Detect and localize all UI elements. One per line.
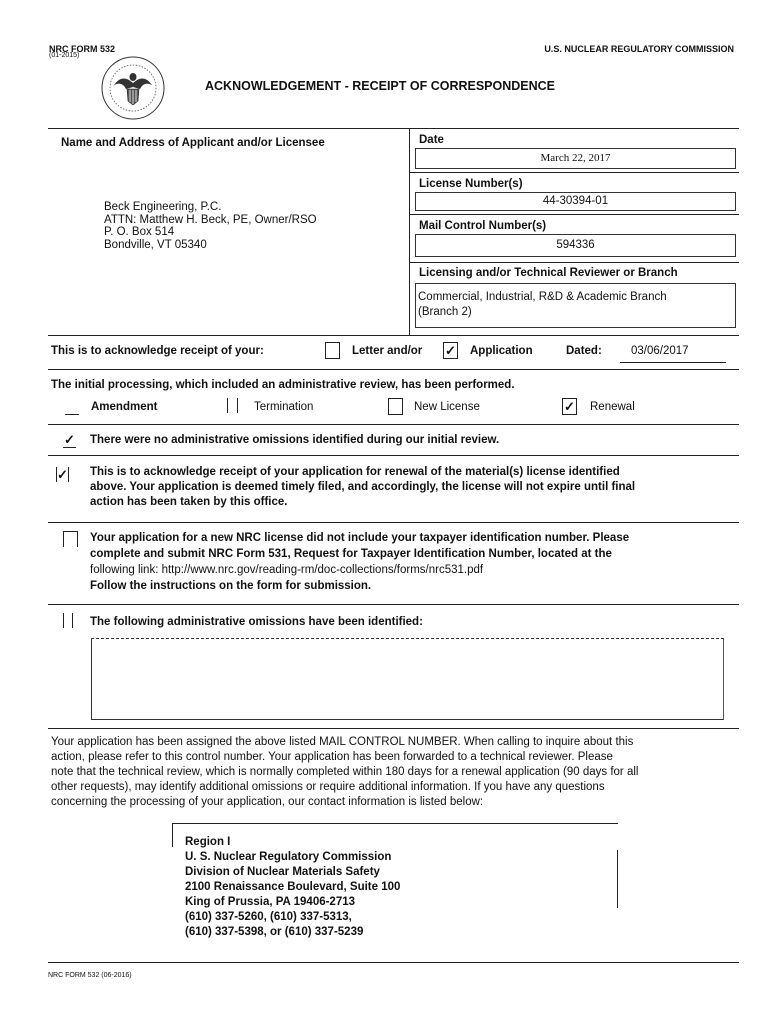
applicant-label: Name and Address of Applicant and/or Licensee bbox=[61, 137, 325, 149]
taxpayer-text bbox=[90, 530, 629, 594]
amendment-label: Amendment bbox=[91, 401, 158, 413]
applicant-line: ATTN: Matthew H. Beck, PE, Owner/RSO bbox=[104, 213, 317, 226]
reviewer-field[interactable] bbox=[415, 283, 736, 328]
applicant-line: Beck Engineering, P.C. bbox=[104, 201, 222, 213]
termination-checkbox[interactable] bbox=[227, 398, 238, 413]
form-title: ACKNOWLEDGEMENT - RECEIPT OF CORRESPONDENCE bbox=[205, 79, 556, 93]
applicant-line: Bondville, VT 05340 bbox=[104, 238, 207, 251]
termination-label: Termination bbox=[254, 401, 314, 413]
footer-form-id: NRC FORM 532 (06-2016) bbox=[48, 972, 132, 979]
date-field[interactable] bbox=[415, 148, 736, 169]
instructions-line: action, please refer to this control number. Your application has been forwarded to a technical reviewer. Please bbox=[51, 751, 613, 763]
processing-intro: The initial processing, which included an administrative review, has been performed. bbox=[51, 379, 515, 391]
taxpayer-line: Follow the instructions on the form for submission. bbox=[90, 580, 372, 592]
nrc-seal-icon bbox=[100, 55, 166, 121]
form-id: NRC FORM 532 bbox=[49, 44, 116, 54]
dated-value: 03/06/2017 bbox=[631, 345, 689, 357]
contact-block bbox=[185, 835, 400, 940]
omissions-textarea[interactable] bbox=[91, 638, 724, 720]
renewal-label: Renewal bbox=[590, 401, 635, 413]
contact-region: Region I bbox=[185, 836, 231, 848]
no-omissions-checkbox[interactable]: ✓ bbox=[64, 432, 75, 447]
instructions-line: other requests), may identify additional omissions or require additional information. If you have any questions bbox=[51, 781, 605, 793]
mail-control-value: 594336 bbox=[556, 239, 595, 251]
renewal-ack-line: This is to acknowledge receipt of your application for renewal of the material(s) license identified bbox=[90, 466, 620, 478]
taxpayer-checkbox[interactable] bbox=[63, 531, 78, 547]
reviewer-value: Commercial, Industrial, R&D & Academic Branch bbox=[418, 291, 667, 303]
license-number-label: License Number(s) bbox=[419, 178, 523, 190]
contact-phone: (610) 337-5398, or (610) 337-5239 bbox=[185, 926, 364, 938]
instructions-line: concerning the processing of your application, our contact information is listed below: bbox=[51, 796, 484, 808]
renewal-ack-checkbox[interactable]: ✓ bbox=[57, 467, 68, 482]
license-number-field[interactable] bbox=[415, 192, 736, 211]
reviewer-value-branch: (Branch 2) bbox=[418, 306, 472, 318]
renewal-checkbox[interactable]: ✓ bbox=[562, 398, 577, 415]
contact-line: King of Prussia, PA 19406-2713 bbox=[185, 896, 356, 908]
letter-checkbox[interactable] bbox=[325, 342, 340, 359]
contact-line: 2100 Renaissance Boulevard, Suite 100 bbox=[185, 881, 401, 893]
renewal-ack-line: above. Your application is deemed timely filed, and accordingly, the license will not expire until final bbox=[90, 481, 636, 493]
taxpayer-link-line[interactable]: following link: http://www.nrc.gov/reading-rm/doc-collections/forms/nrc531.pdf bbox=[90, 564, 484, 576]
instructions-line: note that the technical review, which is normally completed within 180 days for a renewal application (90 days for all bbox=[51, 766, 639, 778]
omissions-label: The following administrative omissions have been identified: bbox=[90, 616, 423, 628]
reviewer-label: Licensing and/or Technical Reviewer or Branch bbox=[419, 267, 678, 279]
date-label: Date bbox=[419, 134, 444, 146]
dated-label: Dated: bbox=[566, 345, 602, 357]
taxpayer-line: complete and submit NRC Form 531, Request for Taxpayer Identification Number, located at the bbox=[90, 548, 612, 560]
contact-line: Division of Nuclear Materials Safety bbox=[185, 866, 380, 878]
letter-label: Letter and/or bbox=[352, 345, 423, 357]
omissions-checkbox[interactable] bbox=[63, 613, 73, 628]
application-checkbox[interactable]: ✓ bbox=[443, 342, 458, 359]
contact-phone: (610) 337-5260, (610) 337-5313, bbox=[185, 911, 352, 923]
new-license-checkbox[interactable] bbox=[388, 398, 403, 415]
form-revision: (01-2015) bbox=[49, 52, 80, 59]
date-value: March 22, 2017 bbox=[540, 152, 611, 164]
applicant-line: P. O. Box 514 bbox=[104, 226, 175, 238]
instructions-paragraph bbox=[51, 735, 741, 810]
amendment-checkbox[interactable] bbox=[63, 396, 77, 414]
no-omissions-text: There were no administrative omissions identified during our initial review. bbox=[90, 434, 500, 446]
applicant-address bbox=[104, 201, 317, 251]
agency-name: U.S. NUCLEAR REGULATORY COMMISSION bbox=[544, 44, 734, 54]
mail-control-label: Mail Control Number(s) bbox=[419, 220, 547, 232]
license-number-value: 44-30394-01 bbox=[542, 195, 609, 207]
receipt-prefix: This is to acknowledge receipt of your: bbox=[51, 345, 264, 357]
new-license-label: New License bbox=[414, 401, 480, 413]
renewal-ack-text bbox=[90, 465, 635, 510]
application-label: Application bbox=[470, 345, 533, 357]
instructions-line: Your application has been assigned the above listed MAIL CONTROL NUMBER. When calling to inquire about this bbox=[51, 736, 634, 748]
taxpayer-line: Your application for a new NRC license did not include your taxpayer identification number. Please bbox=[90, 532, 630, 544]
mail-control-field[interactable] bbox=[415, 234, 736, 257]
renewal-ack-line: action has been taken by this office. bbox=[90, 496, 288, 508]
contact-line: U. S. Nuclear Regulatory Commission bbox=[185, 851, 392, 863]
